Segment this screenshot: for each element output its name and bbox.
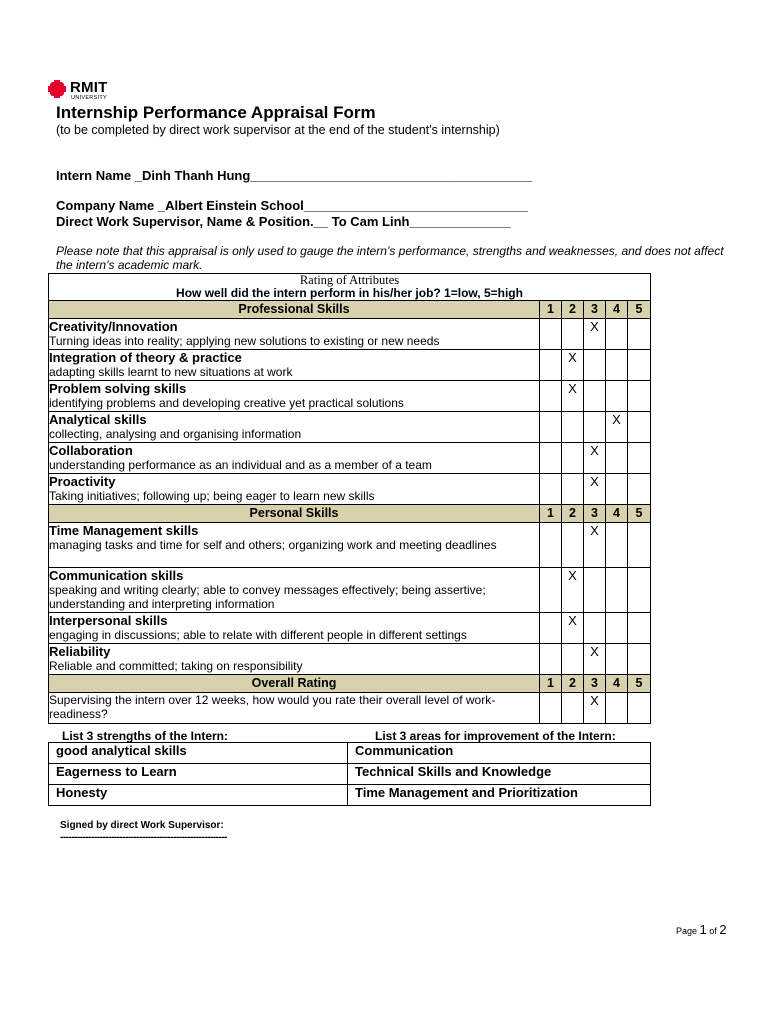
rating-header-title: Rating of Attributes [299, 273, 400, 287]
rating-cell-2 [562, 693, 584, 724]
scale-label: 3 [584, 505, 606, 523]
rmit-pixel-icon [48, 80, 66, 98]
rating-cell-2: X [562, 381, 584, 412]
scale-label: 1 [540, 301, 562, 319]
skill-cell [49, 644, 540, 675]
signature-line: ----------------------------------------------------------- [60, 832, 227, 843]
skill-description: Reliable and committed; taking on responsibility [49, 659, 303, 673]
scale-label: 4 [606, 675, 628, 693]
rating-cell-5 [628, 319, 651, 350]
section-header-row [49, 675, 651, 693]
scale-label: 5 [628, 301, 651, 319]
page-number [676, 922, 727, 937]
rating-cell-2 [562, 319, 584, 350]
rating-cell-4: X [606, 412, 628, 443]
skill-row [49, 523, 651, 568]
rating-cell-4 [606, 613, 628, 644]
rating-table [48, 273, 651, 724]
scale-label: 2 [562, 675, 584, 693]
skill-name: Collaboration [49, 443, 133, 458]
supervisor-field: Direct Work Supervisor, Name & Position.__ To Cam Linh______________ [56, 214, 511, 229]
skill-name: Communication skills [49, 568, 184, 583]
improvement-item: Time Management and Prioritization [348, 785, 651, 806]
skill-description: identifying problems and developing creative yet practical solutions [49, 396, 404, 410]
skill-row [49, 319, 651, 350]
rating-cell-3: X [584, 319, 606, 350]
skill-cell [49, 693, 540, 724]
strength-item: Eagerness to Learn [49, 764, 348, 785]
rating-cell-2 [562, 523, 584, 568]
skill-cell [49, 381, 540, 412]
skill-cell [49, 319, 540, 350]
signature-label: Signed by direct Work Supervisor: [60, 820, 224, 831]
rating-cell-1 [540, 568, 562, 613]
rating-cell-2: X [562, 568, 584, 613]
rating-cell-4 [606, 350, 628, 381]
rating-cell-5 [628, 381, 651, 412]
list-row [49, 785, 651, 806]
strength-item: Honesty [49, 785, 348, 806]
page-prefix: Page [676, 926, 698, 936]
rating-cell-2 [562, 474, 584, 505]
strength-item: good analytical skills [49, 743, 348, 764]
rating-cell-3 [584, 381, 606, 412]
skill-name: Proactivity [49, 474, 116, 489]
skill-name: Problem solving skills [49, 381, 187, 396]
section-header-row [49, 301, 651, 319]
skill-cell [49, 568, 540, 613]
rating-cell-1 [540, 613, 562, 644]
scale-label: 3 [584, 675, 606, 693]
list-row [49, 764, 651, 785]
rating-cell-1 [540, 381, 562, 412]
skill-description: Turning ideas into reality; applying new solutions to existing or new needs [49, 334, 440, 348]
improvements-header: List 3 areas for improvement of the Intern: [375, 729, 616, 743]
rating-cell-2: X [562, 350, 584, 381]
skill-row [49, 350, 651, 381]
logo-name: RMIT [70, 79, 108, 96]
rating-cell-5 [628, 350, 651, 381]
rating-cell-4 [606, 568, 628, 613]
intern-name-field: Intern Name _Dinh Thanh Hung_______________________________________ [56, 168, 533, 183]
rating-cell-5 [628, 412, 651, 443]
skill-description: collecting, analysing and organising information [49, 427, 302, 441]
scale-label: 3 [584, 301, 606, 319]
skill-cell [49, 443, 540, 474]
rating-cell-3 [584, 613, 606, 644]
rating-cell-4 [606, 474, 628, 505]
rating-cell-4 [606, 381, 628, 412]
improvement-item: Communication [348, 743, 651, 764]
rating-cell-4 [606, 644, 628, 675]
rating-header [49, 274, 651, 301]
strengths-improvements-table [48, 742, 651, 806]
rating-cell-4 [606, 693, 628, 724]
rating-cell-1 [540, 523, 562, 568]
skill-cell [49, 350, 540, 381]
scale-label: 4 [606, 301, 628, 319]
rating-cell-3 [584, 568, 606, 613]
scale-label: 1 [540, 505, 562, 523]
skill-row [49, 474, 651, 505]
section-title: Overall Rating [49, 675, 540, 693]
rating-cell-1 [540, 693, 562, 724]
rating-cell-1 [540, 644, 562, 675]
skill-description: adapting skills learnt to new situations at work [49, 365, 293, 379]
scale-label: 5 [628, 505, 651, 523]
skill-cell [49, 412, 540, 443]
skill-name: Integration of theory & practice [49, 350, 242, 365]
scale-label: 2 [562, 505, 584, 523]
skill-row [49, 693, 651, 724]
page-total: 2 [719, 922, 727, 937]
rating-cell-4 [606, 319, 628, 350]
skill-description: Taking initiatives; following up; being eager to learn new skills [49, 489, 375, 503]
rating-cell-2 [562, 412, 584, 443]
rating-cell-5 [628, 644, 651, 675]
rating-cell-3: X [584, 443, 606, 474]
company-name-field: Company Name _Albert Einstein School_______________________________ [56, 198, 528, 213]
rating-cell-2 [562, 644, 584, 675]
rating-cell-1 [540, 350, 562, 381]
rating-cell-5 [628, 693, 651, 724]
rating-cell-3: X [584, 474, 606, 505]
skill-row [49, 443, 651, 474]
rating-cell-3: X [584, 693, 606, 724]
rating-cell-1 [540, 319, 562, 350]
rating-cell-1 [540, 474, 562, 505]
skill-description: understanding performance as an individual and as a member of a team [49, 458, 432, 472]
rating-cell-4 [606, 443, 628, 474]
section-title: Professional Skills [49, 301, 540, 319]
skill-name: Creativity/Innovation [49, 319, 178, 334]
rating-cell-3 [584, 412, 606, 443]
skill-row [49, 644, 651, 675]
rating-cell-3: X [584, 523, 606, 568]
skill-cell [49, 613, 540, 644]
skill-row [49, 613, 651, 644]
rating-cell-2: X [562, 613, 584, 644]
page-current: 1 [699, 922, 707, 937]
rating-cell-5 [628, 568, 651, 613]
rating-cell-5 [628, 474, 651, 505]
rating-cell-3 [584, 350, 606, 381]
rating-cell-5 [628, 443, 651, 474]
skill-row [49, 568, 651, 613]
section-title: Personal Skills [49, 505, 540, 523]
skill-description: speaking and writing clearly; able to convey messages effectively; being assertive; understanding and interpreting information [49, 583, 486, 611]
scale-label: 1 [540, 675, 562, 693]
section-header-row [49, 505, 651, 523]
rating-cell-4 [606, 523, 628, 568]
skill-name: Reliability [49, 644, 111, 659]
rating-cell-5 [628, 523, 651, 568]
rating-cell-3: X [584, 644, 606, 675]
skill-cell [49, 474, 540, 505]
rating-header-question: How well did the intern perform in his/her job? 1=low, 5=high [176, 286, 523, 300]
form-subtitle: (to be completed by direct work supervisor at the end of the student’s internship) [56, 123, 500, 137]
scale-label: 5 [628, 675, 651, 693]
rating-cell-2 [562, 443, 584, 474]
page-of: of [709, 926, 717, 936]
rating-cell-5 [628, 613, 651, 644]
skill-row [49, 412, 651, 443]
scale-label: 2 [562, 301, 584, 319]
strengths-header: List 3 strengths of the Intern: [62, 729, 229, 743]
form-title: Internship Performance Appraisal Form [56, 103, 376, 122]
skill-cell [49, 523, 540, 568]
skill-description: engaging in discussions; able to relate with different people in different settings [49, 628, 467, 642]
logo-subtitle: UNIVERSITY [71, 95, 108, 101]
skill-name: Analytical skills [49, 412, 147, 427]
skill-description: managing tasks and time for self and others; organizing work and meeting deadlines [49, 538, 497, 552]
skill-row [49, 381, 651, 412]
skill-name: Time Management skills [49, 523, 199, 538]
skill-name: Interpersonal skills [49, 613, 168, 628]
rmit-logo [48, 80, 107, 101]
appraisal-note: Please note that this appraisal is only used to gauge the intern’s performance, strengths and weaknesses, and does not affect the intern’s academic mark. [56, 244, 724, 272]
list-row [49, 743, 651, 764]
rating-cell-1 [540, 443, 562, 474]
skill-description: Supervising the intern over 12 weeks, how would you rate their overall level of work-readiness? [49, 693, 496, 721]
improvement-item: Technical Skills and Knowledge [348, 764, 651, 785]
scale-label: 4 [606, 505, 628, 523]
rating-cell-1 [540, 412, 562, 443]
